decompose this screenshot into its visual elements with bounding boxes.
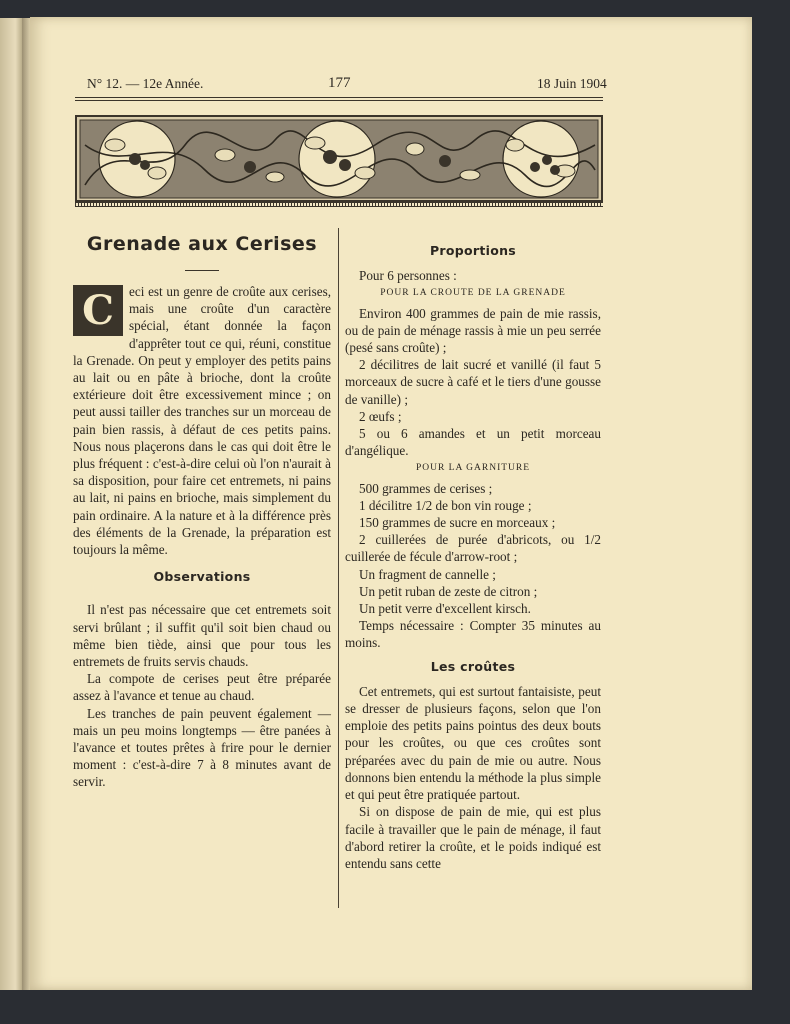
- time-required: Temps nécessaire : Compter 35 minutes au moins.: [345, 618, 601, 651]
- right-column: [345, 228, 601, 872]
- title-rule: [185, 270, 219, 271]
- previous-page-edge: [0, 18, 23, 990]
- ingredient-line: Environ 400 grammes de pain de mie rassis, ou de pain de ménage rassis à mie un peu serrée (pesé sans croûte) ;: [345, 305, 601, 356]
- proportions-heading: Proportions: [429, 243, 517, 258]
- ingredient-line: 2 décilitres de lait sucré et vanillé (il faut 5 morceaux de sucre à café et le tiers d'une gousse de vanille) ;: [345, 357, 601, 407]
- ornament-dotted-border: [75, 200, 603, 207]
- header-rule-thin: [75, 100, 603, 101]
- intro-paragraph: [73, 283, 331, 558]
- observations-heading: Observations: [153, 569, 251, 585]
- page-number: 177: [328, 75, 351, 91]
- observation-paragraph: Il n'est pas nécessaire que cet entremets soit servi brûlant ; il suffit qu'il soit bien chaud ou même bien tiède, ainsi que pour tous les entremets de fruits servis chauds.: [73, 602, 331, 670]
- left-column: [73, 228, 331, 791]
- ingredient-line: 1 décilitre 1/2 de bon vin rouge ;: [359, 497, 532, 513]
- intro-text: eci est un genre de croûte aux cerises, mais une croûte d'un caractère spécial, étant donnée la façon d'apprêter tout ce qui, réuni, constitue la Grenade. On peut y employer des petits pains au lait ou en pâte à brioche, dont la croûte extérieure doit être excessivement mince ; on peut aussi tailler des tranches sur un morceau de pain bien rassis, à défaut de ces petits pains. Nous nous plaçerons dans le cas qui doit être le plus fréquent : c'est-à-dire celui où l'on n'aurait à sa disposition, pour faire cet entremets, ni pains au lait, ni pains en brioche, mais simplement du pain ordinaire. A la nature et à la différence près des éléments de la Grenade, la préparation est toujours la même.: [73, 284, 331, 558]
- ingredient-line: 5 ou 6 amandes et un petit morceau d'angélique.: [345, 426, 601, 459]
- observation-paragraph: Les tranches de pain peuvent également — mais un peu moins longtemps — être panées à l'avance et toutes prêtes à frire pour le dernier moment : c'est-à-dire 7 à 8 minutes avant de servir.: [73, 705, 331, 790]
- ingredient-line: Un petit ruban de zeste de citron ;: [359, 583, 538, 599]
- ingredient-line: 2 cuillerées de purée d'abricots, ou 1/2 cuillerée de fécule d'arrow-root ;: [345, 532, 601, 565]
- article-title: Grenade aux Cerises: [86, 233, 318, 255]
- header-rule: [75, 97, 603, 98]
- dropcap-letter: C: [73, 285, 123, 336]
- persons-line: Pour 6 personnes :: [359, 268, 457, 284]
- observation-paragraph: La compote de cerises peut être préparée assez à l'avance et tenue au chaud.: [73, 671, 331, 704]
- ingredient-line: Un petit verre d'excellent kirsch.: [359, 601, 531, 617]
- ingredient-line: 2 œufs ;: [359, 408, 402, 424]
- column-divider: [338, 228, 339, 908]
- croute-heading: POUR LA CROUTE DE LA GRENADE: [380, 288, 566, 299]
- ingredient-line: 500 grammes de cerises ;: [359, 480, 493, 496]
- issue-label: N° 12. — 12e Année.: [87, 76, 204, 91]
- croutes-paragraph: Si on dispose de pain de mie, qui est plus facile à travailler que le pain de ménage, il faut d'abord retirer la croûte, et le poids indiqué est entendu sans cette: [345, 804, 601, 871]
- garniture-heading: POUR LA GARNITURE: [415, 463, 531, 474]
- issue-date: 18 Juin 1904: [537, 76, 607, 91]
- croutes-paragraph: Cet entremets, qui est surtout fantaisiste, peut se dresser de plusieurs façons, selon que l'on emploie des petits pains pointus des deux bouts pour les croûtes, ou que ces croûtes sont préparées avec du pain de mie ou autre. Nous donnons bien entendu la méthode la plus simple et qui peut être pratiquée partout.: [345, 683, 601, 803]
- ingredient-line: 150 grammes de sucre en morceaux ;: [359, 515, 556, 531]
- ingredient-line: Un fragment de cannelle ;: [359, 566, 496, 582]
- floral-fruit-banner-icon: [75, 115, 603, 203]
- croutes-heading: Les croûtes: [430, 658, 516, 674]
